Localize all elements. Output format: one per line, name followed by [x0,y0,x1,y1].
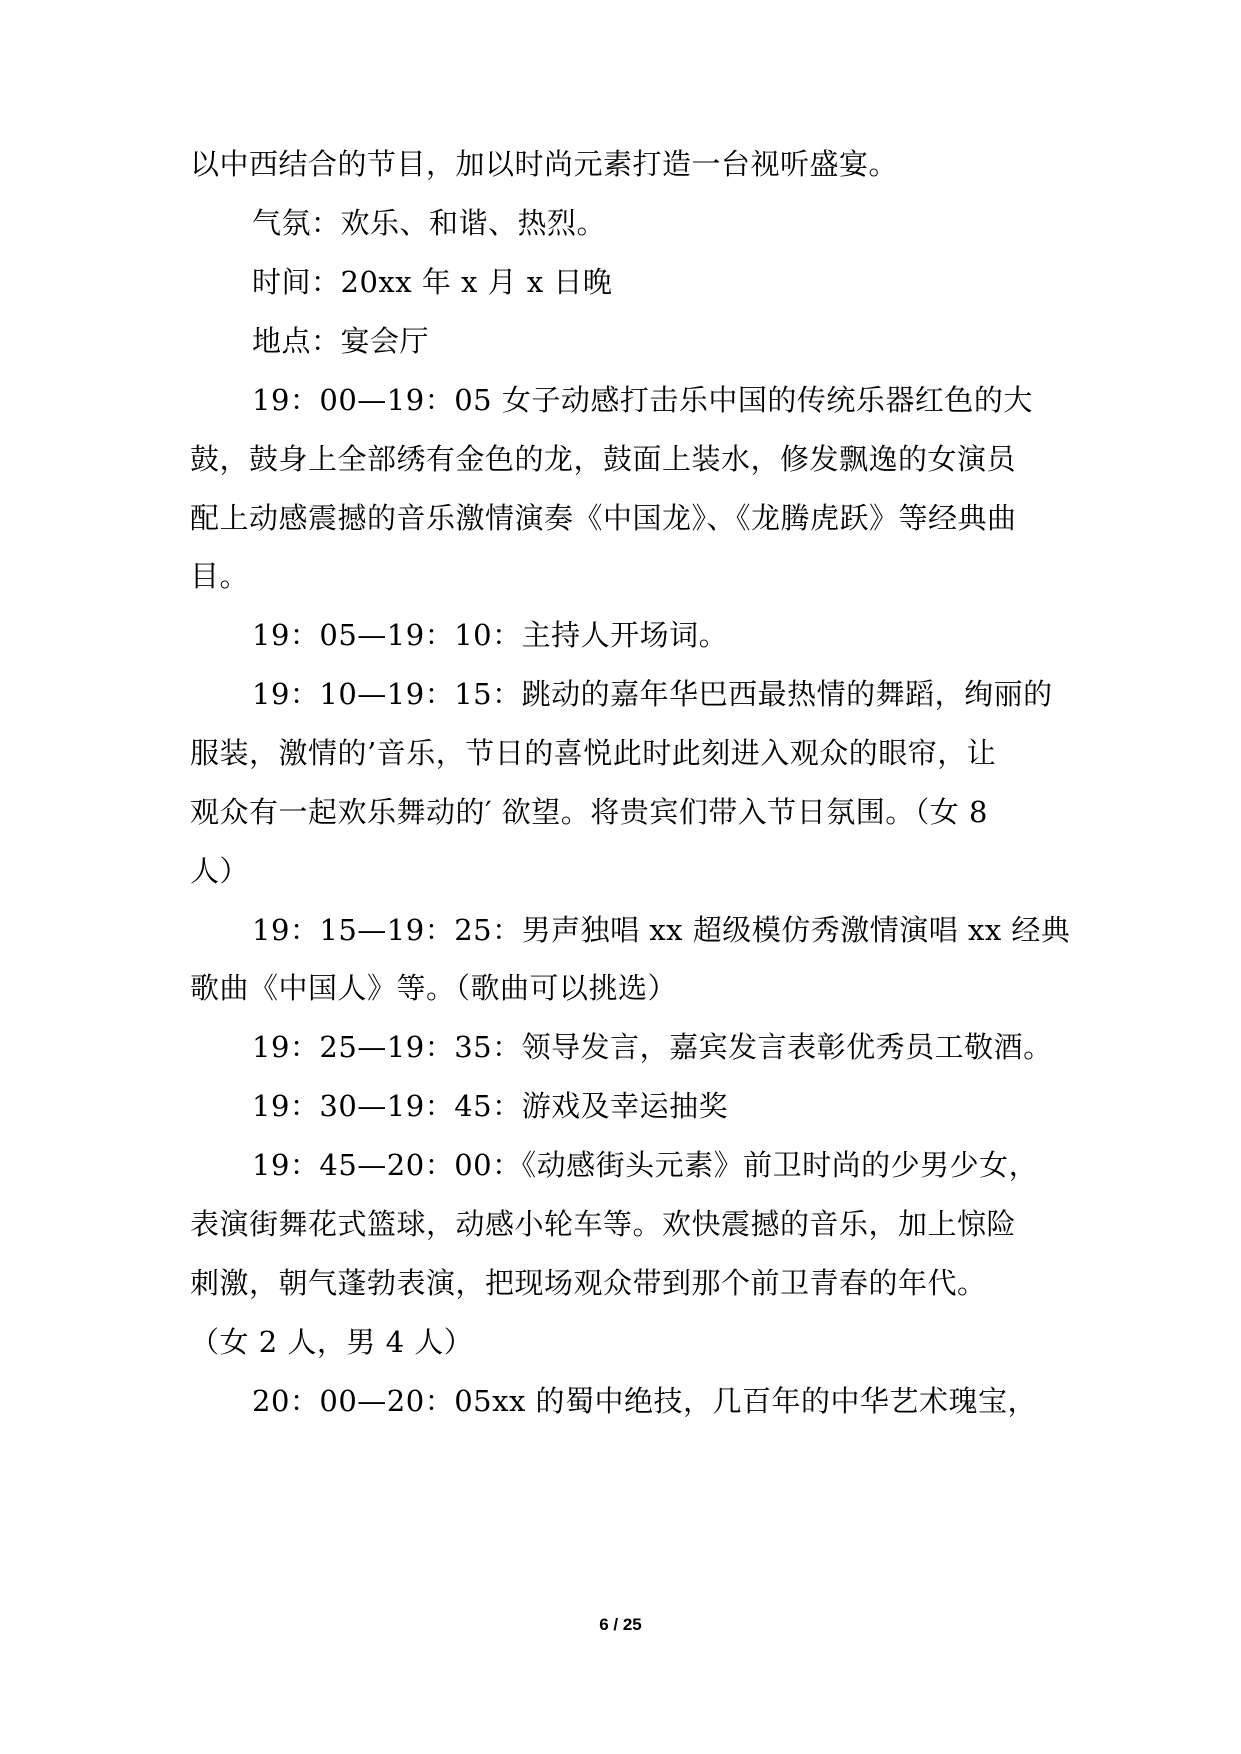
paragraph-line: 19：10—19：15：跳动的嘉年华巴西最热情的舞蹈，绚丽的 [252,677,1053,711]
paragraph-line: 刺激，朝气蓬勃表演，把现场观众带到那个前卫青春的年代。 [190,1266,987,1300]
paragraph-line: （女 2 人，男 4 人） [190,1325,474,1359]
paragraph-line: 19：25—19：35：领导发言，嘉宾发言表彰优秀员工敬酒。 [252,1030,1053,1064]
paragraph-line: 气氛：欢乐、和谐、热烈。 [252,206,607,240]
paragraph-line: 歌曲《中国人》等。（歌曲可以挑选） [190,971,678,1005]
paragraph-line: 以中西结合的节目，加以时尚元素打造一台视听盛宴。 [190,147,899,181]
page-number: 6 / 25 [599,1615,642,1634]
paragraph-line: 人） [190,854,250,888]
paragraph-line: 19：45—20：00：《动感街头元素》前卫时尚的少男少女， [252,1148,1039,1182]
paragraph-line: 19：00—19：05 女子动感打击乐中国的传统乐器红色的大 [252,383,1033,417]
paragraph-line: 服装，激情的’音乐，节日的喜悦此时此刻进入观众的眼帘，让 [190,736,997,770]
paragraph-line: 19：15—19：25：男声独唱 xx 超级模仿秀激情演唱 xx 经典 [252,913,1071,947]
paragraph-line: 地点：宴会厅 [252,324,430,358]
paragraph-line: 配上动感震撼的音乐激情演奏《中国龙》、《龙腾虎跃》等经典曲 [190,501,1017,535]
paragraph-line: 19：30—19：45：游戏及幸运抽奖 [252,1089,729,1123]
paragraph-line: 目。 [190,559,250,593]
paragraph-line: 20：00—20：05xx 的蜀中绝技，几百年的中华艺术瑰宝， [252,1384,1038,1418]
paragraph-line: 时间：20xx 年 x 月 x 日晚 [252,265,613,299]
paragraph-line: 19：05—19：10：主持人开场词。 [252,618,729,652]
paragraph-line: 表演街舞花式篮球，动感小轮车等。欢快震撼的音乐，加上惊险 [190,1207,1017,1241]
paragraph-line: 鼓，鼓身上全部绣有金色的龙，鼓面上装水，修发飘逸的女演员 [190,442,1017,476]
paragraph-line: 观众有一起欢乐舞动的′ 欲望。将贵宾们带入节日氛围。（女 8 [190,795,988,829]
